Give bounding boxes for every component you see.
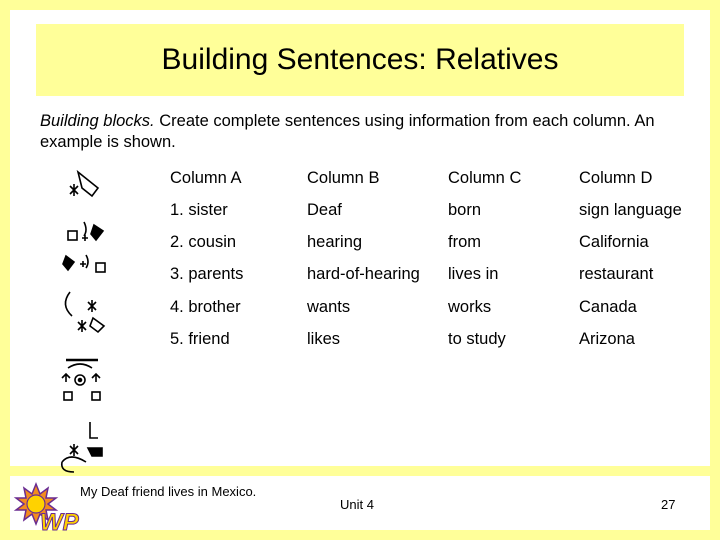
column-c-item: works — [448, 298, 492, 316]
column-a-header: Column A — [170, 169, 242, 187]
column-a-item: 3. parents — [170, 265, 244, 283]
page-number: 27 — [661, 497, 676, 512]
sign-parents-icon — [63, 255, 105, 272]
column-c-item: lives in — [448, 265, 499, 283]
column-a-item: 1. sister — [170, 201, 228, 219]
column-c-item: from — [448, 233, 481, 251]
column-b-item: wants — [307, 298, 351, 316]
column-b-header: Column B — [307, 169, 380, 187]
instructions-lead: Building blocks. — [40, 112, 155, 130]
column-d-item: Canada — [579, 298, 637, 316]
example-sentence: My Deaf friend lives in Mexico. — [80, 484, 257, 499]
sign-brother-icon — [65, 292, 104, 332]
sign-friend-icon — [62, 360, 100, 400]
column-c-item: born — [448, 201, 482, 219]
column-b-item: hearing — [307, 233, 363, 251]
column-c-header: Column C — [448, 169, 522, 187]
column-d-item: restaurant — [579, 265, 654, 283]
column-b-item: hard-of-hearing — [307, 265, 420, 283]
column-d-header: Column D — [579, 169, 653, 187]
sign-sister-icon — [70, 172, 98, 196]
sign-lives-icon — [62, 422, 102, 472]
instructions-text: Create complete sentences using information from each column. An example is shown. — [40, 112, 655, 151]
column-a-item: 4. brother — [170, 298, 241, 316]
sign-cousin-icon — [68, 222, 103, 241]
signwriting-icon — [0, 0, 150, 480]
column-b-item: Deaf — [307, 201, 342, 219]
wp-logo-icon — [6, 478, 86, 534]
column-a-item: 5. friend — [170, 330, 230, 348]
column-b-item: likes — [307, 330, 341, 348]
unit-label: Unit 4 — [340, 497, 374, 512]
column-c-item: to study — [448, 330, 506, 348]
svg-text:WP: WP — [40, 509, 79, 534]
column-d-item: California — [579, 233, 649, 251]
column-d-item: sign language — [579, 201, 682, 219]
column-d-item: Arizona — [579, 330, 635, 348]
column-a-item: 2. cousin — [170, 233, 237, 251]
page-title: Building Sentences: Relatives — [161, 43, 559, 76]
